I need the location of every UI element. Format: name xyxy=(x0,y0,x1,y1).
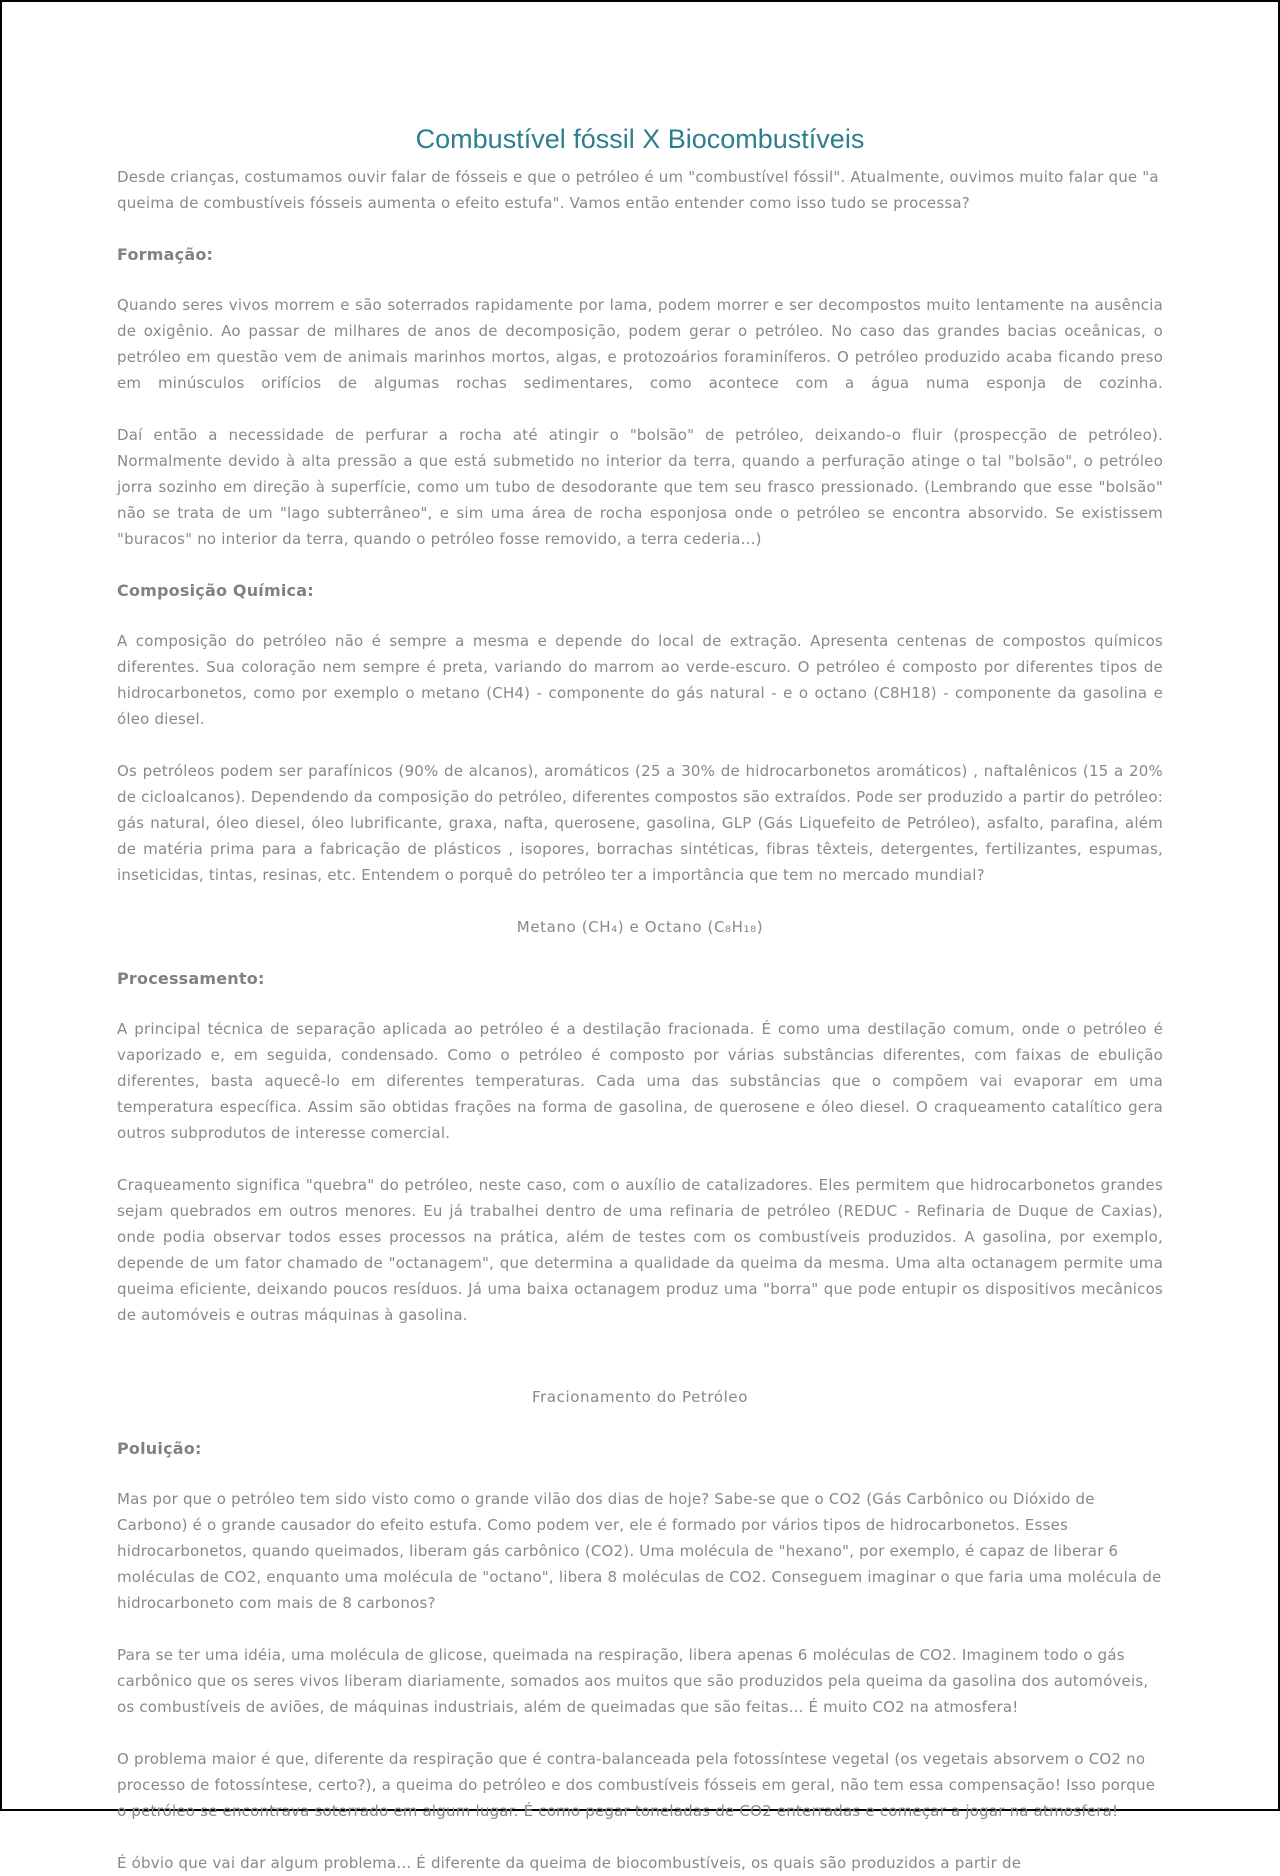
page-title: Combustível fóssil X Biocombustíveis xyxy=(415,124,865,154)
document-paragraph: A composição do petróleo não é sempre a mesma e depende do local de extração. Apresenta centenas de compostos químicos diferentes. Sua coloração nem sempre é preta, variando do marrom ao verde-escuro. O petróleo é composto por diferentes tipos de hidrocarbonetos, como por exemplo o metano (CH4) - componente do gás natural - e o octano (C8H18) - componente da gasolina e óleo diesel. xyxy=(117,632,1163,728)
document-paragraph: O problema maior é que, diferente da respiração que é contra-balanceada pela fotossíntese vegetal (os vegetais absorvem o CO2 no processo de fotossíntese, certo?), a queima do petróleo e dos combustíveis fósseis em geral, não tem essa compensação! Isso porque o petróleo se encontrava soterrado em algum lugar. É como pegar toneladas de CO2 enterradas e começar a jogar na atmosfera! xyxy=(117,1750,1156,1820)
section-heading: Composição Química: xyxy=(117,581,314,600)
document-paragraph: Desde crianças, costumamos ouvir falar de fósseis e que o petróleo é um "combustível fóssil". Atualmente, ouvimos muito falar que "a queima de combustíveis fósseis aumenta o efeito estufa". Vamos então entender como isso tudo se processa? xyxy=(117,168,1159,212)
document-paragraph: Mas por que o petróleo tem sido visto como o grande vilão dos dias de hoje? Sabe-se que o CO2 (Gás Carbônico ou Dióxido de Carbono) é o grande causador do efeito estufa. Como podem ver, ele é formado por vários tipos de hidrocarbonetos. Esses hidrocarbonetos, quando queimados, liberam gás carbônico (CO2). Uma molécula de "hexano", por exemplo, é capaz de liberar 6 moléculas de CO2, enquanto uma molécula de "octano", libera 8 moléculas de CO2. Conseguem imaginar o que faria uma molécula de hidrocarboneto com mais de 8 carbonos? xyxy=(117,1490,1162,1612)
document-body xyxy=(117,164,1163,1876)
document-paragraph: A principal técnica de separação aplicada ao petróleo é a destilação fracionada. É como uma destilação comum, onde o petróleo é vaporizado e, em seguida, condensado. Como o petróleo é composto por várias substâncias diferentes, com faixas de ebulição diferentes, basta aquecê-lo em diferentes temperaturas. Cada uma das substâncias que o compõem vai evaporar em uma temperatura específica. Assim são obtidas frações na forma de gasolina, de querosene e óleo diesel. O craqueamento catalítico gera outros subprodutos de interesse comercial. xyxy=(117,1020,1163,1142)
document-paragraph: Para se ter uma idéia, uma molécula de glicose, queimada na respiração, libera apenas 6 moléculas de CO2. Imaginem todo o gás carbônico que os seres vivos liberam diariamente, somados aos muitos que são produzidos pela queima da gasolina dos automóveis, os combustíveis de aviões, de máquinas industriais, além de queimadas que são feitas... É muito CO2 na atmosfera! xyxy=(117,1646,1149,1716)
document-paragraph: É óbvio que vai dar algum problema... É diferente da queima de biocombustíveis, os quais são produzidos a partir de xyxy=(117,1854,1022,1872)
section-heading: Poluição: xyxy=(117,1439,202,1458)
document-paragraph: Os petróleos podem ser parafínicos (90% de alcanos), aromáticos (25 a 30% de hidrocarbonetos aromáticos) , naftalênicos (15 a 20% de cicloalcanos). Dependendo da composição do petróleo, diferentes compostos são extraídos. Pode ser produzido a partir do petróleo: gás natural, óleo diesel, óleo lubrificante, graxa, nafta, querosene, gasolina, GLP (Gás Liquefeito de Petróleo), asfalto, parafina, além de matéria prima para a fabricação de plásticos , isopores, borrachas sintéticas, fibras têxteis, detergentes, fertilizantes, espumas, inseticidas, tintas, resinas, etc. Entendem o porquê do petróleo ter a importância que tem no mercado mundial? xyxy=(117,762,1163,884)
section-heading: Formação: xyxy=(117,245,214,264)
section-heading: Processamento: xyxy=(117,969,265,988)
document-paragraph: Quando seres vivos morrem e são soterrados rapidamente por lama, podem morrer e ser decompostos muito lentamente na ausência de oxigênio. Ao passar de milhares de anos de decomposição, podem gerar o petróleo. No caso das grandes bacias oceânicas, o petróleo em questão vem de animais marinhos mortos, algas, e protozoários foraminíferos. O petróleo produzido acaba ficando preso em minúsculos orifícios de algumas rochas sedimentares, como acontece com a água numa esponja de cozinha. xyxy=(117,296,1163,392)
document-paragraph: Craqueamento significa "quebra" do petróleo, neste caso, com o auxílio de catalizadores. Eles permitem que hidrocarbonetos grandes sejam quebrados em outros menores. Eu já trabalhei dentro de uma refinaria de petróleo (REDUC - Refinaria de Duque de Caxias), onde podia observar todos esses processos na prática, além de testes com os combustíveis produzidos. A gasolina, por exemplo, depende de um fator chamado de "octanagem", que determina a qualidade da queima da mesma. Uma alta octanagem permite uma queima eficiente, deixando poucos resíduos. Já uma baixa octanagem produz uma "borra" que pode entupir os dispositivos mecânicos de automóveis e outras máquinas à gasolina. xyxy=(117,1176,1163,1324)
figure-caption: Metano (CH₄) e Octano (C₈H₁₈) xyxy=(516,918,764,936)
document-paragraph: Daí então a necessidade de perfurar a rocha até atingir o "bolsão" de petróleo, deixando-o fluir (prospecção de petróleo). Normalmente devido à alta pressão a que está submetido no interior da terra, quando a perfuração atinge o tal "bolsão", o petróleo jorra sozinho em direção à superfície, como um tubo de desodorante que tem seu frasco pressionado. (Lembrando que esse "bolsão" não se trata de um "lago subterrâneo", e sim uma área de rocha esponjosa onde o petróleo se encontra absorvido. Se existissem "buracos" no interior da terra, quando o petróleo fosse removido, a terra cederia...) xyxy=(117,426,1163,548)
figure-caption: Fracionamento do Petróleo xyxy=(531,1388,749,1406)
document-content xyxy=(2,2,1278,1876)
